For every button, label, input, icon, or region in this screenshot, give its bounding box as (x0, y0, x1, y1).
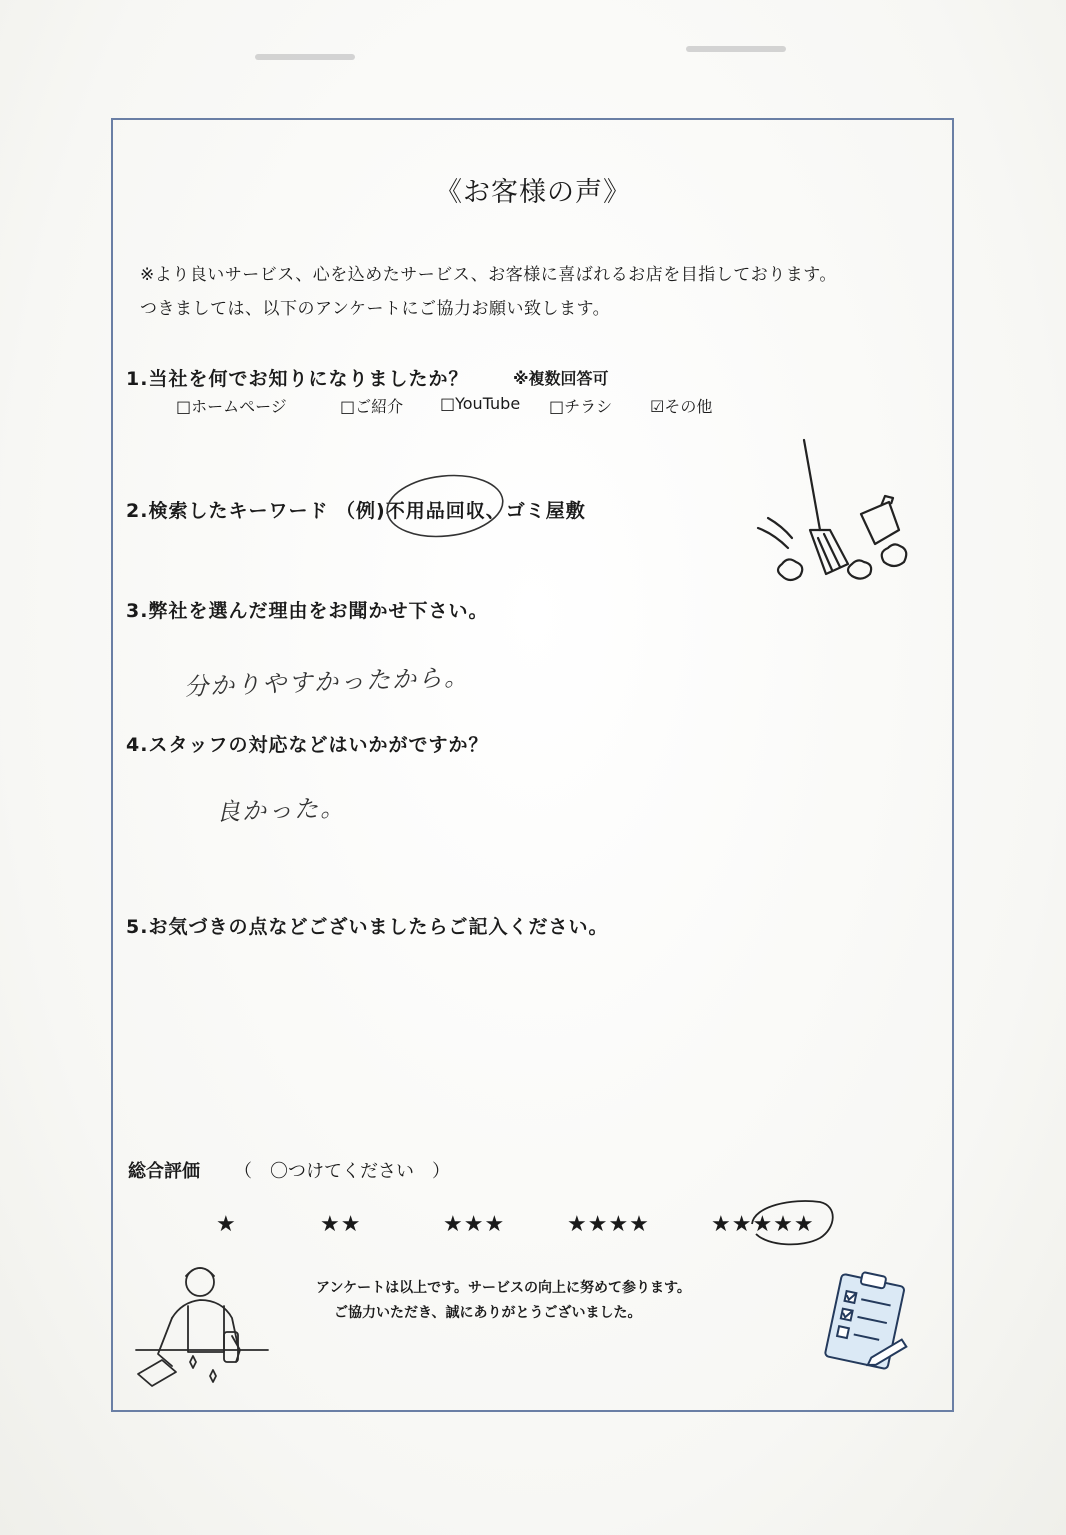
page-title: 《お客様の声》 (435, 177, 631, 208)
rating-option-2[interactable]: ★★ (320, 1212, 362, 1237)
dustpan-icon (855, 494, 907, 550)
closing-line-2: ご協力いただき、誠にありがとうございました。 (334, 1305, 642, 1321)
option-homepage[interactable]: □ホームページ (176, 397, 287, 416)
intro-line-2: つきましては、以下のアンケートにご協力お願い致します。 (140, 299, 611, 319)
rating-option-5[interactable]: ★★★★★ (711, 1212, 815, 1237)
question-1: 1.当社を何でお知りになりましたか？ (126, 368, 469, 390)
overall-rating-label: 総合評価 (128, 1161, 200, 1182)
option-flyer[interactable]: □チラシ (549, 397, 613, 416)
selected-rating-circle (742, 1194, 842, 1250)
rating-option-1[interactable]: ★ (216, 1212, 237, 1237)
scan-mark (686, 46, 786, 52)
question-2: 2.検索したキーワード （例)不用品回収、ゴミ屋敷 (126, 500, 586, 522)
cleaning-staff-icon (132, 1262, 272, 1392)
scan-mark (255, 54, 355, 60)
option-youtube[interactable]: □YouTube (440, 394, 521, 413)
question-5: 5.お気づきの点などございましたらご記入ください。 (126, 916, 609, 938)
keyword-circle-mark (380, 468, 510, 548)
rating-option-3[interactable]: ★★★ (443, 1212, 506, 1237)
clipboard-checklist-icon (812, 1270, 922, 1380)
closing-line-1: アンケートは以上です。サービスの向上に努めて参ります。 (316, 1280, 691, 1296)
option-other[interactable]: ☑その他 (650, 397, 713, 416)
staff-answer-handwritten: 良かった。 (215, 793, 347, 827)
reason-answer-handwritten: 分かりやすかったから。 (183, 663, 471, 701)
option-referral[interactable]: □ご紹介 (340, 397, 404, 416)
multiple-answer-note: ※複数回答可 (513, 369, 609, 388)
question-3: 3.弊社を選んだ理由をお聞かせ下さい。 (126, 600, 489, 622)
rating-instruction: （ 〇つけてください ） (234, 1161, 450, 1182)
rating-option-4[interactable]: ★★★★ (567, 1212, 650, 1237)
question-4: 4.スタッフの対応などはいかがですか？ (126, 734, 489, 756)
intro-line-1: ※より良いサービス、心を込めたサービス、お客様に喜ばれるお店を目指しております。 (140, 265, 837, 285)
